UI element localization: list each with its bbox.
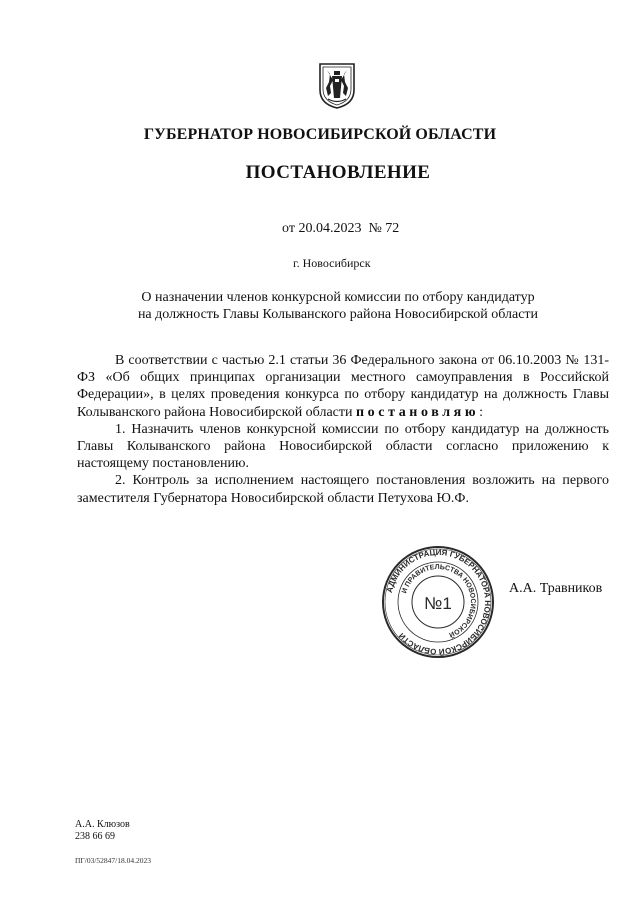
official-stamp [380,545,496,659]
document-number: 72 [385,221,400,236]
document-subject [90,289,586,323]
issuing-authority: ГУБЕРНАТОР НОВОСИБИРСКОЙ ОБЛАСТИ [143,126,497,143]
document-date: 20.04.2023 [298,221,362,236]
subject-line-2: на должность Главы Колыванского района Новосибирской области [137,307,539,322]
executor-phone: 238 66 69 [75,831,115,842]
item-2-paragraph [77,472,609,506]
date-number-line [282,221,399,237]
resolves-word: постановляю [355,404,480,420]
city: г. Новосибирск [293,256,371,270]
coat-of-arms-icon [318,62,356,110]
stamp-center-number: №1 [424,594,452,613]
executor-block [75,819,130,843]
stamp-inner-ring-text: И ПРАВИТЕЛЬСТВА НОВОСИБИРСКОЙ [401,563,477,638]
preamble-text: В соответствии с частью 2.1 статьи 36 Федерального закона от 06.10.2003 № 131-ФЗ «Об общих принципах организации местного самоуправления в Российской Федерации», в целях проведения конкурса по отбору кандидатур на должность Главы Колыванского района Новосибирской области [77,353,609,420]
executor-name: А.А. Клюзов [75,819,130,830]
preamble-paragraph [77,352,609,421]
item-1-number: 1. [115,421,126,437]
coat-of-arms-emblem [318,62,356,110]
item-2-number: 2. [115,473,126,489]
date-prefix: от [282,221,295,236]
document-registration-code: ПГ/03/52847/18.04.2023 [75,856,152,865]
resolves-colon: : [479,404,484,420]
number-sign: № [368,221,382,236]
signatory-name: А.А. Травников [509,581,603,596]
round-stamp-icon [380,545,496,659]
item-1-text: Назначить членов конкурсной комиссии по отбору кандидатур на должность Главы Колыванского района Новосибирской области согласно приложению к настоящему постановлению. [77,421,609,472]
item-1-paragraph [77,421,609,473]
subject-line-1: О назначении членов конкурсной комиссии по отбору кандидатур [141,290,535,305]
item-2-text: Контроль за исполнением настоящего постановления возложить на первого заместителя Губернатора Новосибирской области Петухова Ю.Ф. [77,473,609,506]
document-body [77,352,609,507]
stamp-outer-ring-text: АДМИНИСТРАЦИЯ ГУБЕРНАТОРА НОВОСИБИРСКОЙ ОБЛАСТИ [384,547,493,657]
document-type: ПОСТАНОВЛЕНИЕ [245,162,431,183]
